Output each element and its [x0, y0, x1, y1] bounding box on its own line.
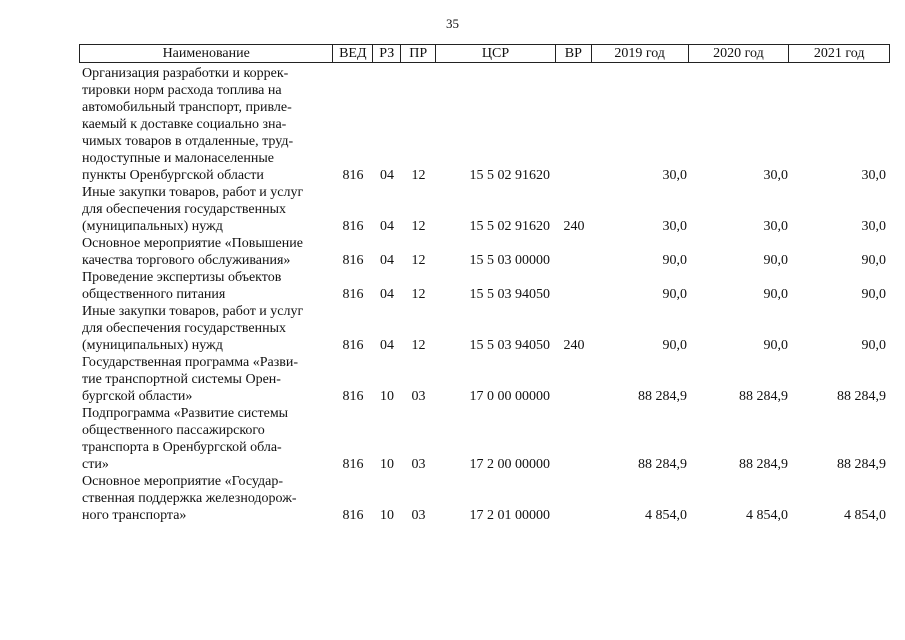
table-row [79, 269, 890, 303]
row-value-2020: 30,0 [763, 219, 788, 234]
row-name: Государственная программа «Разви- тие транспортной системы Орен- бургской области» [82, 355, 298, 404]
row-value-2021: 90,0 [861, 253, 886, 268]
row-value-2021: 88 284,9 [837, 457, 886, 472]
row-value-2021: 30,0 [861, 219, 886, 234]
row-pr: 03 [411, 457, 426, 472]
row-value-2020: 88 284,9 [739, 457, 788, 472]
row-pr: 12 [411, 253, 426, 268]
row-value-2021: 90,0 [861, 338, 886, 353]
row-value-2019: 90,0 [662, 287, 687, 302]
row-name: Проведение экспертизы объектов общественного питания [82, 270, 282, 302]
header-2020: 2020 год [689, 45, 790, 62]
row-csr: 17 0 00 00000 [469, 389, 550, 404]
row-csr: 15 5 03 94050 [469, 287, 550, 302]
row-csr: 15 5 03 00000 [469, 253, 550, 268]
row-ved: 816 [342, 219, 364, 234]
table-row [79, 405, 890, 473]
table-row [79, 65, 890, 184]
row-value-2021: 30,0 [861, 168, 886, 183]
row-ved: 816 [342, 287, 364, 302]
table-row [79, 473, 890, 524]
row-value-2020: 4 854,0 [746, 508, 788, 523]
row-name: Иные закупки товаров, работ и услуг для обеспечения государственных (муниципальных) нужд [82, 185, 304, 234]
row-pr: 12 [411, 287, 426, 302]
row-value-2021: 88 284,9 [837, 389, 886, 404]
row-ved: 816 [342, 338, 364, 353]
row-pr: 03 [411, 508, 426, 523]
header-rz: РЗ [373, 45, 401, 62]
row-csr: 15 5 02 91620 [469, 219, 550, 234]
row-name: Иные закупки товаров, работ и услуг для обеспечения государственных (муниципальных) нужд [82, 304, 304, 353]
row-value-2019: 90,0 [662, 338, 687, 353]
header-vr: ВР [556, 45, 592, 62]
row-value-2020: 30,0 [763, 168, 788, 183]
row-value-2019: 88 284,9 [638, 457, 687, 472]
row-csr: 17 2 01 00000 [469, 508, 550, 523]
row-rz: 04 [380, 168, 394, 183]
row-name: Подпрограмма «Развитие системы общественного пассажирского транспорта в Оренбургской обла- сти» [82, 406, 289, 472]
row-rz: 04 [380, 219, 394, 234]
row-ved: 816 [342, 508, 364, 523]
row-csr: 15 5 03 94050 [469, 338, 550, 353]
row-pr: 12 [411, 168, 426, 183]
row-pr: 12 [411, 219, 426, 234]
row-pr: 12 [411, 338, 426, 353]
row-value-2021: 4 854,0 [844, 508, 886, 523]
row-value-2019: 88 284,9 [638, 389, 687, 404]
row-name: Основное мероприятие «Повышение качества торгового обслуживания» [82, 236, 303, 268]
row-name: Организация разработки и коррек- тировки норм расхода топлива на автомобильный транспорт, привле- каемый к доставке социально зна- чимых товаров в отдаленные, труд- нодоступные и малонаселенные пункты Оренбургской области [82, 66, 294, 183]
row-value-2020: 90,0 [763, 338, 788, 353]
row-value-2021: 90,0 [861, 287, 886, 302]
row-ved: 816 [342, 253, 364, 268]
row-pr: 03 [411, 389, 426, 404]
row-value-2020: 88 284,9 [739, 389, 788, 404]
row-ved: 816 [342, 457, 364, 472]
table-body [79, 65, 890, 524]
page-number: 35 [446, 16, 459, 31]
header-2019: 2019 год [592, 45, 689, 62]
row-csr: 15 5 02 91620 [469, 168, 550, 183]
row-value-2020: 90,0 [763, 253, 788, 268]
row-rz: 10 [380, 508, 394, 523]
row-value-2020: 90,0 [763, 287, 788, 302]
table-row [79, 303, 890, 354]
row-ved: 816 [342, 168, 364, 183]
header-pr: ПР [401, 45, 436, 62]
row-name: Основное мероприятие «Государ- ственная поддержка железнодорож- ного транспорта» [82, 474, 297, 523]
row-rz: 10 [380, 389, 394, 404]
row-vr: 240 [563, 219, 585, 234]
row-rz: 04 [380, 338, 394, 353]
row-ved: 816 [342, 389, 364, 404]
header-csr: ЦСР [436, 45, 556, 62]
row-value-2019: 30,0 [662, 168, 687, 183]
table-row [79, 354, 890, 405]
row-csr: 17 2 00 00000 [469, 457, 550, 472]
row-value-2019: 30,0 [662, 219, 687, 234]
table-row [79, 235, 890, 269]
row-rz: 04 [380, 287, 394, 302]
header-2021: 2021 год [813, 46, 865, 61]
header-ved: ВЕД [333, 45, 373, 62]
row-rz: 04 [380, 253, 394, 268]
header-name: Наименование [80, 45, 333, 62]
row-value-2019: 4 854,0 [645, 508, 687, 523]
row-vr: 240 [563, 338, 585, 353]
table-row [79, 184, 890, 235]
row-value-2019: 90,0 [662, 253, 687, 268]
row-rz: 10 [380, 457, 394, 472]
table-header [79, 44, 890, 63]
